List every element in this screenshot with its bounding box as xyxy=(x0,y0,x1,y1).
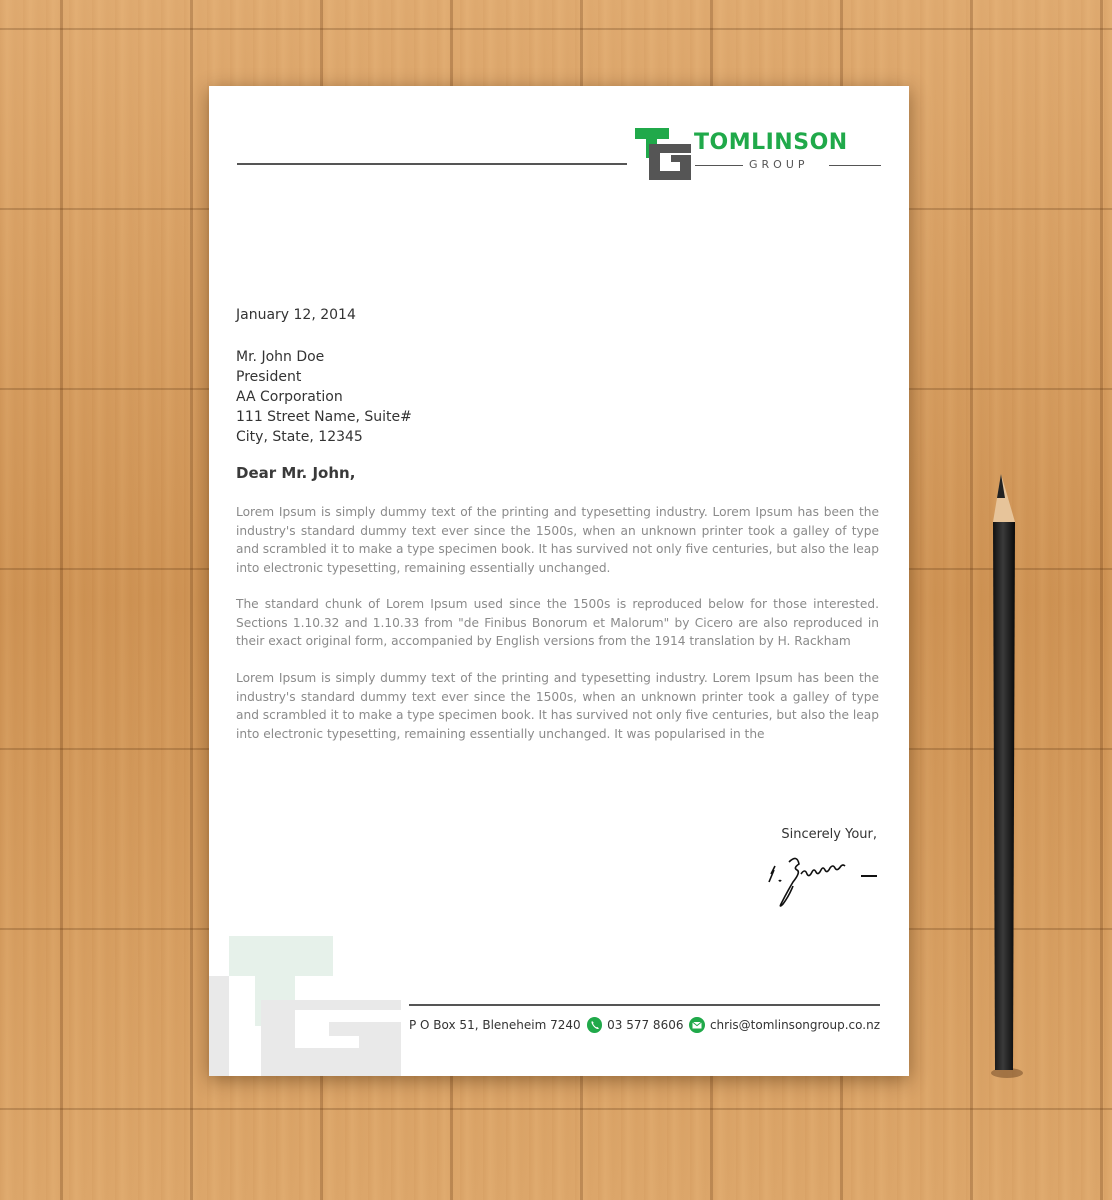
brand-sub-rule-right xyxy=(829,165,881,166)
phone-icon xyxy=(587,1017,602,1033)
body-paragraph: The standard chunk of Lorem Ipsum used since the 1500s is reproduced below for those interested. Sections 1.10.32 and 1.10.33 from "de Finibus Bonorum et Malorum" by Cicero are also reproduced in their exact original form, accompanied by English versions from the 1914 translation by H. Rackham xyxy=(236,597,879,648)
footer-phone: 03 577 8606 xyxy=(607,1018,684,1032)
closing: Sincerely Your, xyxy=(781,827,877,842)
body-paragraph: Lorem Ipsum is simply dummy text of the printing and typesetting industry. Lorem Ipsum has been the industry's standard dummy text ever since the 1500s, when an unknown printer took a galley of type and scrambled it to make a type specimen book. It has survived not only five centuries, but also the leap into electronic typesetting, remaining essentially unchanged. xyxy=(236,505,879,575)
mail-icon xyxy=(689,1017,704,1033)
footer-contact xyxy=(409,1015,880,1035)
footer-email: chris@tomlinsongroup.co.nz xyxy=(709,1018,880,1032)
salutation: Dear Mr. John, xyxy=(236,464,356,482)
letterhead-page xyxy=(209,86,909,1076)
footer-address: P O Box 51, Bleneheim 7240 xyxy=(409,1018,581,1032)
brand-sub-wrap xyxy=(695,158,881,172)
tomlinson-logo-mark xyxy=(635,128,691,180)
recipient-title: President xyxy=(236,369,302,385)
recipient-city: City, State, 12345 xyxy=(236,429,363,445)
recipient-company: AA Corporation xyxy=(236,389,343,405)
brand-sub-rule-left xyxy=(695,165,743,166)
brand-name: TOMLINSON xyxy=(694,130,848,155)
recipient-name: Mr. John Doe xyxy=(236,349,325,365)
letter-date: January 12, 2014 xyxy=(236,307,356,323)
header-rule xyxy=(237,163,627,165)
brand-sub: GROUP xyxy=(749,158,809,171)
pencil xyxy=(980,470,1030,1080)
logo-watermark xyxy=(209,936,401,1076)
recipient-address xyxy=(236,347,412,447)
recipient-street: 111 Street Name, Suite# xyxy=(236,409,412,425)
footer-rule xyxy=(409,1004,880,1006)
body-paragraph: Lorem Ipsum is simply dummy text of the printing and typesetting industry. Lorem Ipsum has been the industry's standard dummy text ever since the 1500s, when an unknown printer took a galley of type and scrambled it to make a type specimen book. It has survived not only five centuries, but also the leap into electronic typesetting, remaining essentially unchanged. It was popularised in the xyxy=(236,671,879,741)
signature xyxy=(765,846,885,908)
